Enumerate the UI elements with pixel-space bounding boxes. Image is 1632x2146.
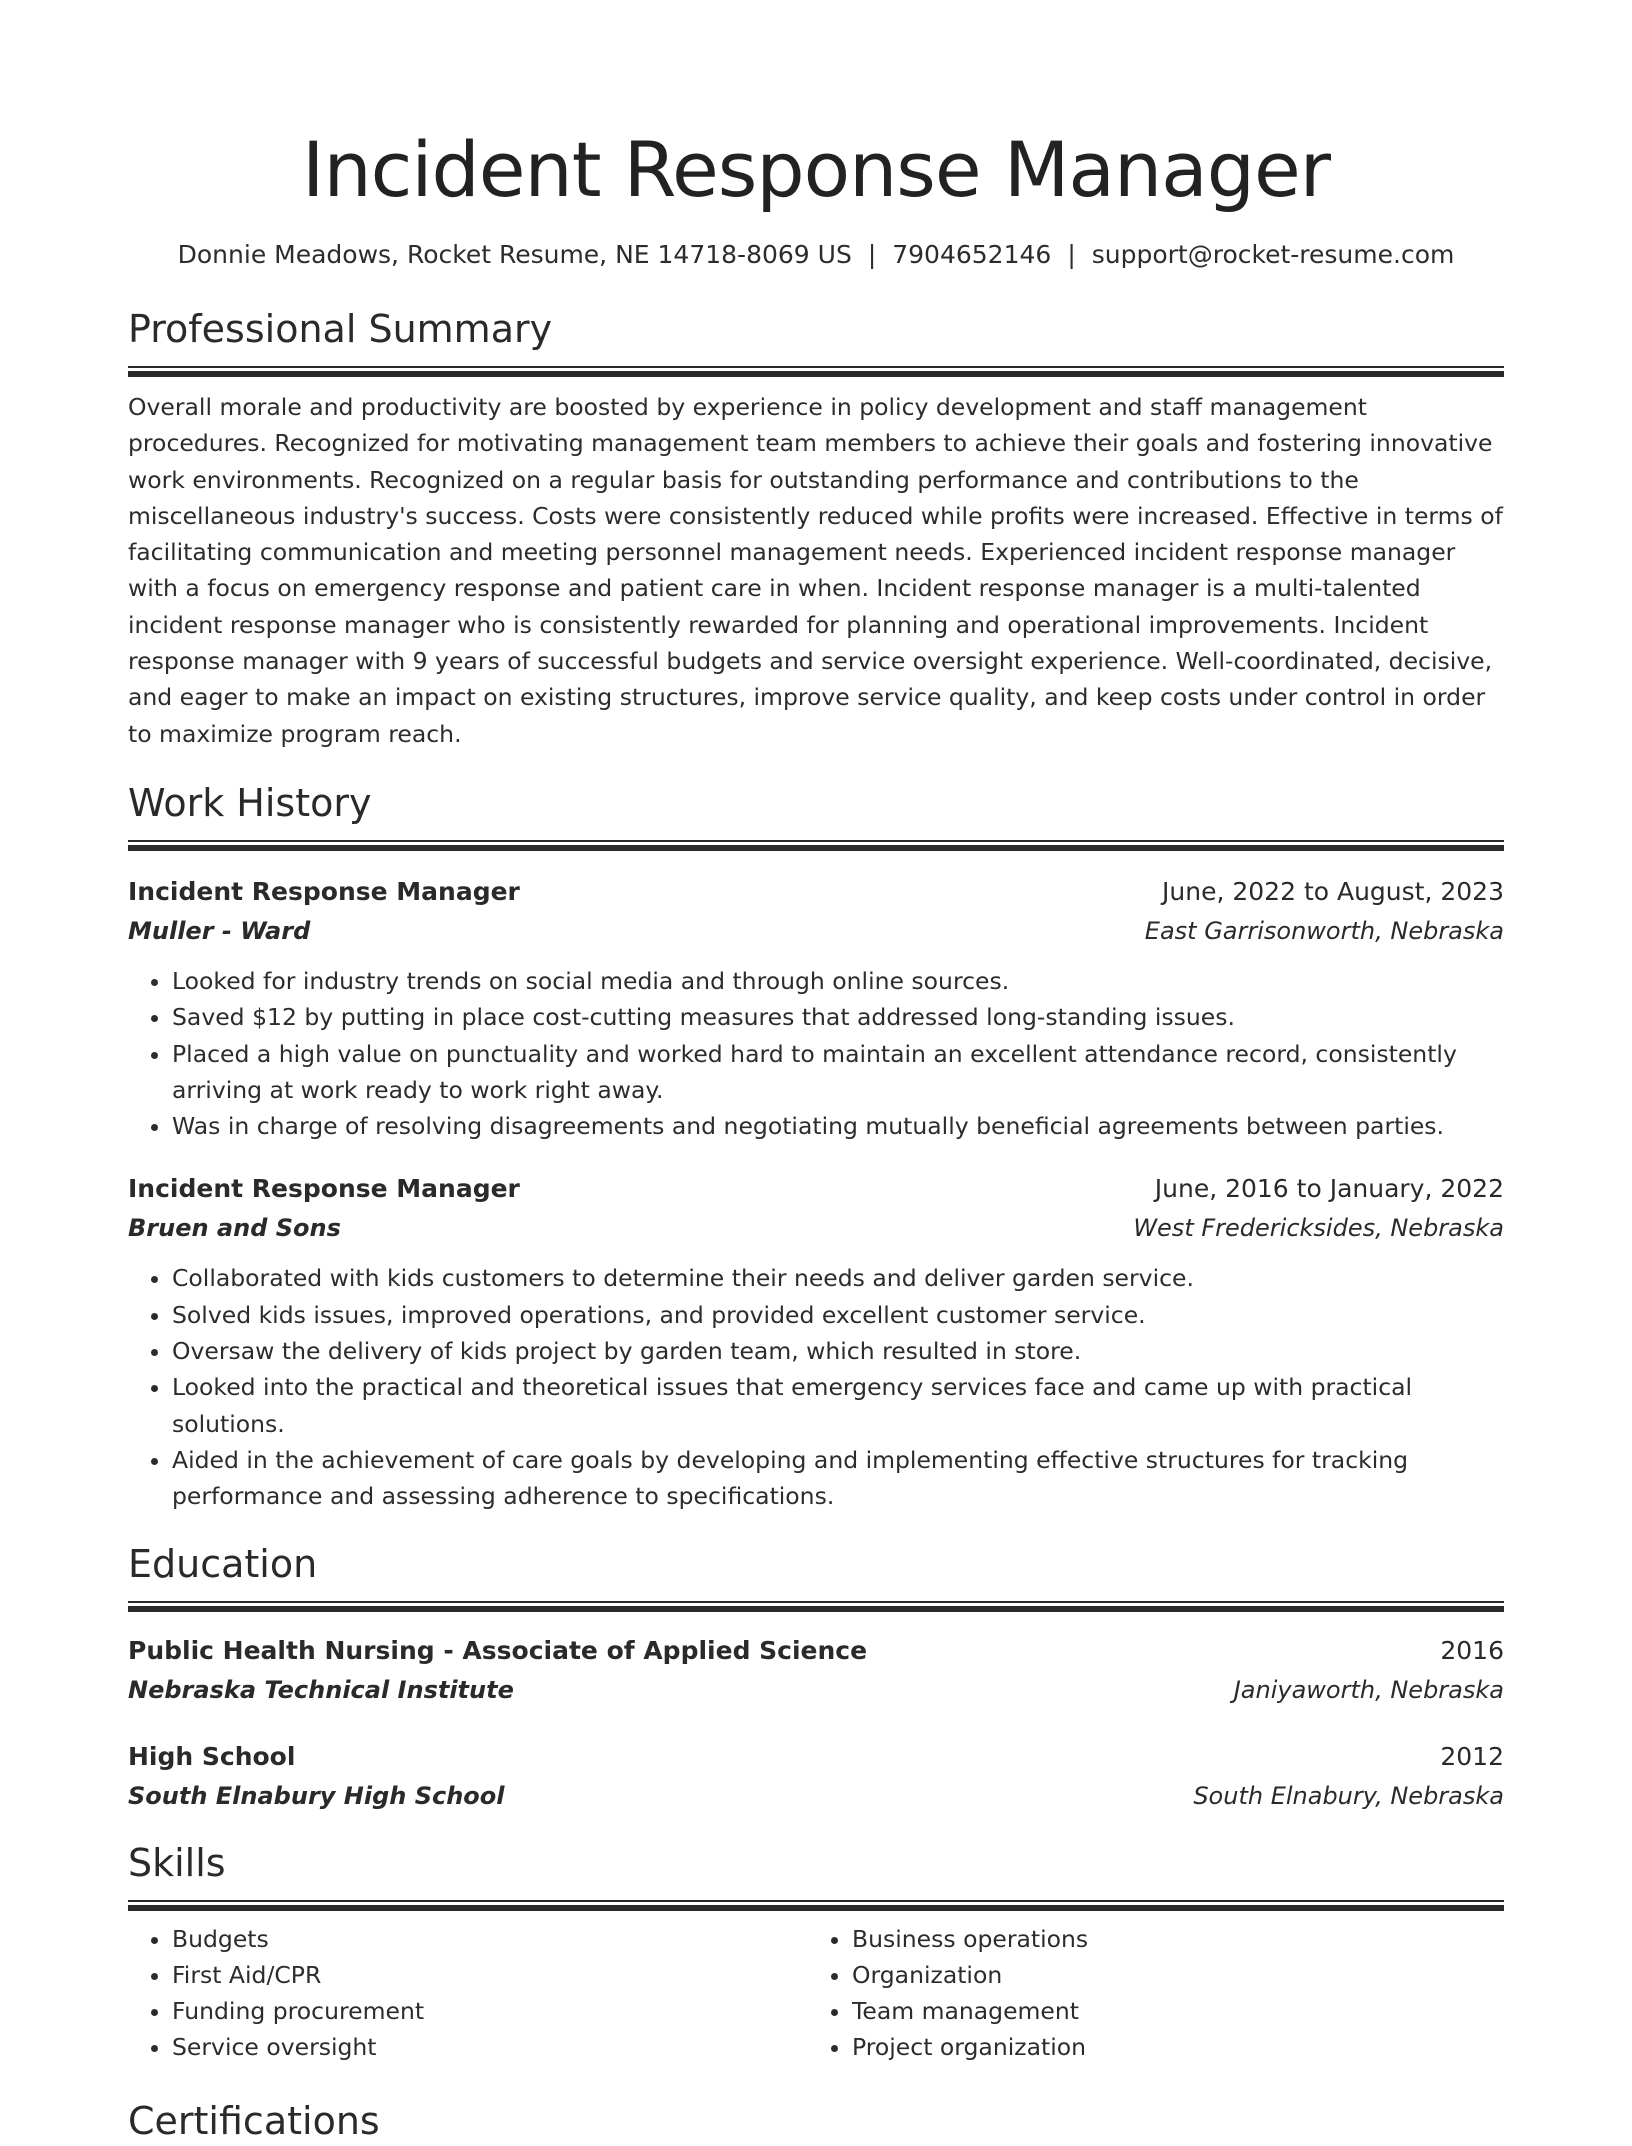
education-degree: Public Health Nursing - Associate of Applied Science [128, 1635, 868, 1665]
skill-item: • Business operations [852, 1921, 1488, 1957]
job-dates: June, 2022 to August, 2023 [1162, 876, 1504, 906]
section-divider [128, 1601, 1504, 1612]
job-bullets [128, 963, 1504, 1144]
contact-separator: | [867, 240, 877, 269]
job-entry [128, 873, 1504, 1144]
list-item: • Looked for industry trends on social media and through online sources. [172, 963, 1504, 999]
contact-address: Donnie Meadows, Rocket Resume, NE 14718-8069 US [177, 240, 852, 269]
contact-separator: | [1067, 240, 1076, 269]
education-school: South Elnabury High School [128, 1781, 505, 1810]
certifications-heading: Certifications [128, 2098, 380, 2143]
work-history-section [128, 778, 1504, 1515]
education-entry [128, 1632, 1504, 1710]
job-location: West Fredericksides, Nebraska [1133, 1214, 1504, 1243]
list-item: • Saved $12 by putting in place cost-cutting measures that addressed long-standing issues. [172, 999, 1504, 1035]
summary-section [128, 304, 1504, 752]
skill-item: • First Aid/CPR [172, 1957, 808, 1993]
list-item: • Placed a high value on punctuality and worked hard to maintain an excellent attendance record, consistently arriving at work ready to work right away. [172, 1036, 1504, 1109]
education-school: Nebraska Technical Institute [128, 1675, 514, 1704]
certifications-section [128, 2096, 1504, 2146]
education-location: South Elnabury, Nebraska [1193, 1781, 1504, 1810]
list-item: • Solved kids issues, improved operations, and provided excellent customer service. [172, 1297, 1504, 1333]
job-company: Muller - Ward [128, 916, 311, 945]
work-history-heading: Work History [128, 780, 372, 825]
contact-line [128, 238, 1504, 272]
education-degree: High School [128, 1741, 296, 1771]
skills-list-left [128, 1921, 808, 2066]
skills-section [128, 1838, 1504, 2066]
skills-heading: Skills [128, 1840, 226, 1885]
section-divider [128, 366, 1504, 377]
skill-item: • Funding procurement [172, 1993, 808, 2029]
job-entry [128, 1170, 1504, 1514]
education-location: Janiyaworth, Nebraska [1233, 1675, 1504, 1704]
summary-text: Overall morale and productivity are boosted by experience in policy development and staff management procedures. Recognized for motivating management team members to achieve their goals and fostering innovative work environments. Recognized on a regular basis for outstanding performance and contributions to the miscellaneous industry's success. Costs were consistently reduced while profits were increased. Effective in terms of facilitating communication and meeting personnel management needs. Experienced incident response manager with a focus on emergency response and patient care in when. Incident response manager is a multi-talented incident response manager who is consistently rewarded for planning and operational improvements. Incident response manager with 9 years of successful budgets and service oversight experience. Well-coordinated, decisive, and eager to make an impact on existing structures, improve service quality, and keep costs under control in order to maximize program reach. [128, 393, 1503, 748]
section-divider [128, 1900, 1504, 1911]
resume-title: Incident Response Manager [302, 125, 1330, 214]
skill-item: • Organization [852, 1957, 1488, 1993]
skill-item: • Project organization [852, 2029, 1488, 2065]
section-divider [128, 840, 1504, 851]
job-dates: June, 2016 to January, 2022 [1154, 1174, 1504, 1204]
list-item: • Was in charge of resolving disagreements and negotiating mutually beneficial agreements between parties. [172, 1108, 1504, 1144]
list-item: • Oversaw the delivery of kids project by garden team, which resulted in store. [172, 1333, 1504, 1369]
skills-columns [128, 1921, 1504, 2066]
contact-email[interactable]: support@rocket-resume.com [1091, 240, 1455, 269]
job-bullets [128, 1260, 1504, 1514]
education-entry [128, 1738, 1504, 1816]
contact-phone: 7904652146 [892, 240, 1052, 269]
education-year: 2016 [1440, 1635, 1504, 1665]
list-item: • Looked into the practical and theoretical issues that emergency services face and came up with practical solutions. [172, 1369, 1504, 1442]
job-company: Bruen and Sons [128, 1214, 341, 1243]
skill-item: • Team management [852, 1993, 1488, 2029]
summary-heading: Professional Summary [128, 307, 553, 351]
skill-item: • Budgets [172, 1921, 808, 1957]
job-title: Incident Response Manager [128, 1174, 520, 1204]
education-year: 2012 [1440, 1741, 1504, 1771]
list-item: • Collaborated with kids customers to determine their needs and deliver garden service. [172, 1260, 1504, 1296]
skill-item: • Service oversight [172, 2029, 808, 2065]
education-section [128, 1539, 1504, 1816]
list-item: • Aided in the achievement of care goals by developing and implementing effective structures for tracking performance and assessing adherence to specifications. [172, 1442, 1504, 1515]
education-heading: Education [128, 1541, 318, 1586]
job-title: Incident Response Manager [128, 876, 520, 906]
job-location: East Garrisonworth, Nebraska [1144, 916, 1504, 945]
skills-list-right [808, 1921, 1488, 2066]
